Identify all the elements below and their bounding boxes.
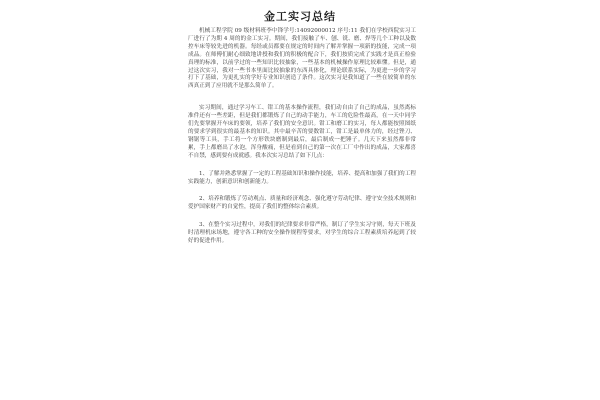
document-body xyxy=(188,28,416,250)
paragraph-point-1: 1、了解并熟悉掌握了一定的工程基础知识和操作技能，培养、提高和加强了我们的工程实践能力，创新意识和创新能力。 xyxy=(188,170,416,185)
paragraph-intro: 机械工程学院 09 级材料班李中锋学号:14092000012 序号:11 我们在学校西院实习工厂进行了为期 4 周的的金工实习。期间，我们接触了车、刨、铣、磨、焊等几个工种以及数控车床等较先进的机器。每经或员都要在规定的时间内了解并掌握一项新的技能，完成一项成品。在师傅们耐心细致地讲授和我们的积极的配合下，我们按质完成了实践才是真正检验真理的标准，以前学过的一些知识比较抽象，一些基本的机械操作原理比较难懂。但是，通过这次实习，我对一些书本里面比较抽象的东西具体化，理论联系实际，为更进一步的学习打下了基础，为更扎实的学好专业知识创造了条件。这次实习是我知道了一些在较简单的东西真正到了应用就不是那么简单了。 xyxy=(188,28,416,90)
paragraph-point-2: 2、培养和锻炼了劳动观点、质量和经济观念、强化遵守劳动纪律、遵守安全技术规则和爱护国家财产的自觉性，提高了我们的整体综合素质。 xyxy=(188,196,416,211)
paragraph-practice: 实习期间，通过学习车工、钳工的基本操作流程，我们动自由了自己的成品，虽然离标准件还有一些差距，但是我们都锻炼了自己的动手能力，车工的危险性最高，在一天中同学们先要掌握开车床的要领，培养了我们的安全意识。钳工和磨工的实习，每人都能按照图纸的要求学到很实的最基本的知识。其中最辛苦的要数钳工，钳工是最单体力的，经过锉刀、钢锯等工具，手工将一个方形铁块磨制到最后，最后制成一把锤子。几天下来虽然都非常累，手上都磨出了水泡，浑身酸痛，但是看到自己的第一次在工厂中作出的成品，大家都喜不自禁，感到要有成就感。我本次实习总结了如下几点： xyxy=(188,105,416,159)
document-title: 金工实习总结 xyxy=(264,10,336,23)
paragraph-point-3: 3、在整个实习过程中，对我们的纪律要求非常严格，制订了学生实习守则，每天下班及时清理机床场地，遵守各工种的安全操作规程等要求，对学生的综合工程素质培养起到了较好的促进作用。 xyxy=(188,222,416,245)
